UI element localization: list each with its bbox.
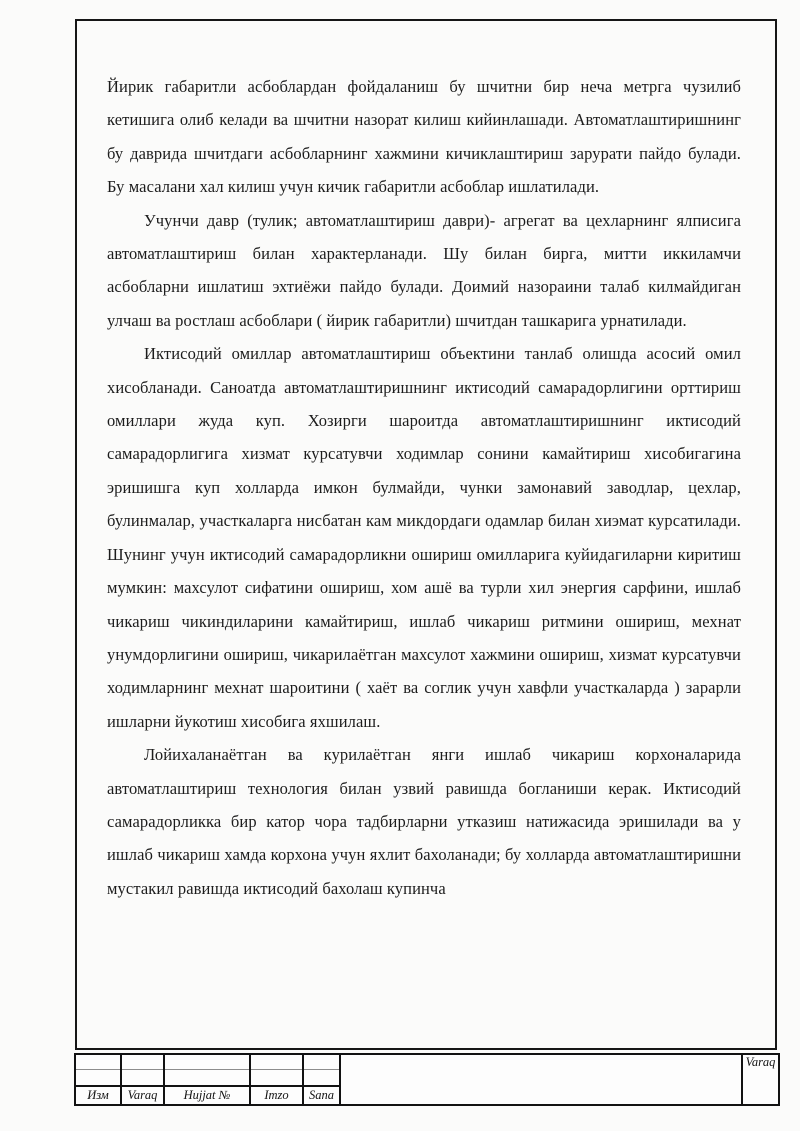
paragraph: Иктисодий омиллар автоматлаштириш объектини танлаб олишда асосий омил хисобланади. Саноатда автоматлаштиришнинг иктисодий самарадорлигини орттириш омиллари жуда куп. Хозирги шароитда автоматлаштиришнинг иктисодий самарадорлигига хизмат курсатувчи ходимлар сонини камайтириш хисобигагина эришишга куп холларда имкон булмайди, чунки замонавий заводлар, цехлар, булинмалар, участкаларга нисбатан кам микдордаги одамлар билан хиэмат курсатилади. Шунинг учун иктисодий самарадорликни ошириш омилларига куйидагиларни киритиш мумкин: махсулот сифатини ошириш, хом ашё ва турли хил энергия сарфини, ишлаб чикариш чикиндиларини камайтириш, ишлаб чикариш ритмини ошириш, мехнат унумдорлигини ошириш, чикарилаётган махсулот хажмини ошириш, хизмат курсатувчи ходимларнинг мехнат шароитини ( хаёт ва соглик учун хавфли участкаларда ) зарарли ишларни йукотиш хисобига яхшилаш. (107, 344, 741, 731)
title-block-label-varaq: Varaq (127, 1088, 158, 1102)
title-block-empty-cell (251, 1055, 302, 1070)
title-block-page-cell (743, 1055, 778, 1104)
title-block-column-imzo (251, 1055, 304, 1104)
title-block-page-label: Varaq (745, 1055, 776, 1069)
title-block-empty-cell (304, 1055, 339, 1070)
title-block-empty-cell (251, 1070, 302, 1087)
title-block-column-sana (304, 1055, 341, 1104)
title-block-label-imzo: Imzo (264, 1088, 289, 1102)
paragraph: Йирик габаритли асбоблардан фойдаланиш бу шчитни бир неча метрга чузилиб кетишига олиб келади ва шчитни назорат килиш кийинлашади. Автоматлаштиришнинг бу даврида шчитдаги асбобларнинг хажмини кичиклаштириш зарурати пайдо булади. Бу масалани хал килиш учун кичик габаритли асбоблар ишлатилади. (107, 77, 741, 197)
title-block-column-hujjat (165, 1055, 251, 1104)
document-text (107, 70, 741, 905)
title-block-empty-cell (76, 1055, 120, 1070)
title-block-empty-cell (122, 1070, 163, 1087)
title-block-empty-cell (165, 1055, 249, 1070)
paragraph: Учунчи давр (тулик; автоматлаштириш даври)- агрегат ва цехларнинг ялписига автоматлаштириш билан характерланади. Шу билан бирга, митти иккиламчи асбобларни ишлатиш эхтиёжи пайдо булади. Доимий назораини талаб килмайдиган улчаш ва ростлаш асбоблари ( йирик габаритли) шчитдан ташкарига урнатилади. (107, 210, 741, 330)
title-block-label-izm: Изм (87, 1088, 109, 1102)
title-block-label-hujjat-no: Hujjat № (183, 1088, 231, 1102)
title-block-label-sana: Sana (309, 1088, 334, 1102)
title-block-column-izm (76, 1055, 122, 1104)
title-block-column-varaq (122, 1055, 165, 1104)
title-block (74, 1053, 780, 1106)
title-block-empty-cell (122, 1055, 163, 1070)
title-block-empty-cell (304, 1070, 339, 1087)
title-block-empty-cell (76, 1070, 120, 1087)
title-block-main-field (341, 1055, 743, 1104)
paragraph: Лойихаланаётган ва курилаётган янги ишлаб чикариш корхоналарида автоматлаштириш технология билан узвий равишда богланиши керак. Иктисодий самарадорликка бир катор чора тадбирларни утказиш натижасида эришилади ва у ишлаб чикариш хамда корхона учун яхлит бахоланади; бу холларда автоматлаштиришни мустакил равишда иктисодий бахолаш купинча (107, 745, 741, 898)
title-block-empty-cell (165, 1070, 249, 1087)
